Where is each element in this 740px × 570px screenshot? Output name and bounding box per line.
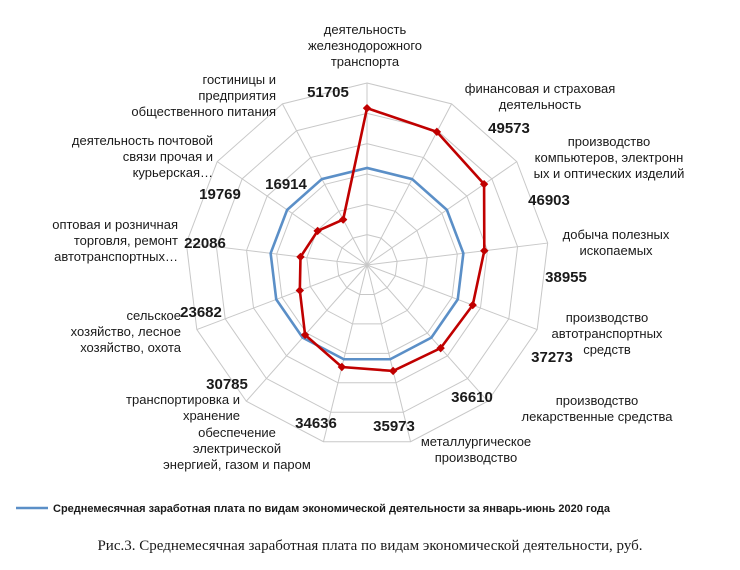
data-label: 34636 — [295, 415, 337, 432]
data-label: 36610 — [451, 389, 493, 406]
category-label: производство — [565, 310, 649, 325]
data-label: 35973 — [373, 418, 415, 435]
category-label: хранение — [182, 408, 240, 423]
category-label: производство — [434, 450, 518, 465]
category-label: автотранспортных — [551, 326, 663, 341]
category-label: средств — [583, 342, 631, 357]
legend — [16, 503, 611, 515]
data-label: 30785 — [206, 376, 248, 393]
data-label: 23682 — [180, 304, 222, 321]
category-label: курьерская… — [132, 165, 213, 180]
category-label: связи прочая и — [122, 149, 213, 164]
category-label: предприятия — [198, 88, 276, 103]
category-label: деятельность почтовой — [71, 133, 213, 148]
data-point — [296, 286, 304, 294]
category-label: деятельность — [498, 97, 582, 112]
data-label: 22086 — [184, 235, 226, 252]
category-label: электрической — [192, 441, 282, 456]
category-label: железнодорожного — [307, 38, 423, 53]
data-label: 46903 — [528, 192, 570, 209]
data-point — [363, 104, 371, 112]
grid-spoke — [367, 104, 452, 265]
data-label: 16914 — [265, 176, 307, 193]
data-label: 19769 — [199, 186, 241, 203]
category-label: хозяйство, охота — [80, 340, 181, 355]
category-label: гостиницы и — [202, 72, 276, 87]
category-label: финансовая и страховая — [464, 81, 616, 96]
data-label: 51705 — [307, 84, 349, 101]
category-label: деятельность — [323, 22, 407, 37]
category-label: транспорта — [330, 54, 400, 69]
category-label: компьютеров, электронн — [534, 150, 684, 165]
data-label: 38955 — [545, 269, 587, 286]
category-label: ископаемых — [579, 243, 653, 258]
category-label: производство — [555, 393, 639, 408]
category-label: хозяйство, лесное — [70, 324, 181, 339]
category-label: сельское — [126, 308, 181, 323]
category-label: ых и оптических изделий — [533, 166, 685, 181]
category-labels — [52, 22, 684, 472]
category-label: торговля, ремонт — [73, 233, 178, 248]
category-label: транспортировка и — [126, 392, 240, 407]
category-label: лекарственные средства — [521, 409, 673, 424]
category-label: оптовая и розничная — [52, 217, 178, 232]
data-point — [389, 367, 397, 375]
data-point — [339, 215, 347, 223]
data-label: 37273 — [531, 349, 573, 366]
data-label: 49573 — [488, 120, 530, 137]
category-label: общественного питания — [131, 104, 276, 119]
figure-caption: Рис.3. Среднемесячная заработная плата по видам экономической деятельности, руб. — [97, 538, 643, 554]
category-label: добыча полезных — [562, 227, 670, 242]
category-label: производство — [567, 134, 651, 149]
category-label: автотранспортных… — [54, 249, 178, 264]
category-label: металлургическое — [420, 434, 532, 449]
grid-spoke — [367, 265, 488, 401]
legend-label: Среднемесячная заработная плата по видам экономической деятельности за январь-июнь 2020 года — [53, 503, 610, 515]
category-label: энергией, газом и паром — [163, 457, 311, 472]
category-label: обеспечение — [198, 425, 276, 440]
